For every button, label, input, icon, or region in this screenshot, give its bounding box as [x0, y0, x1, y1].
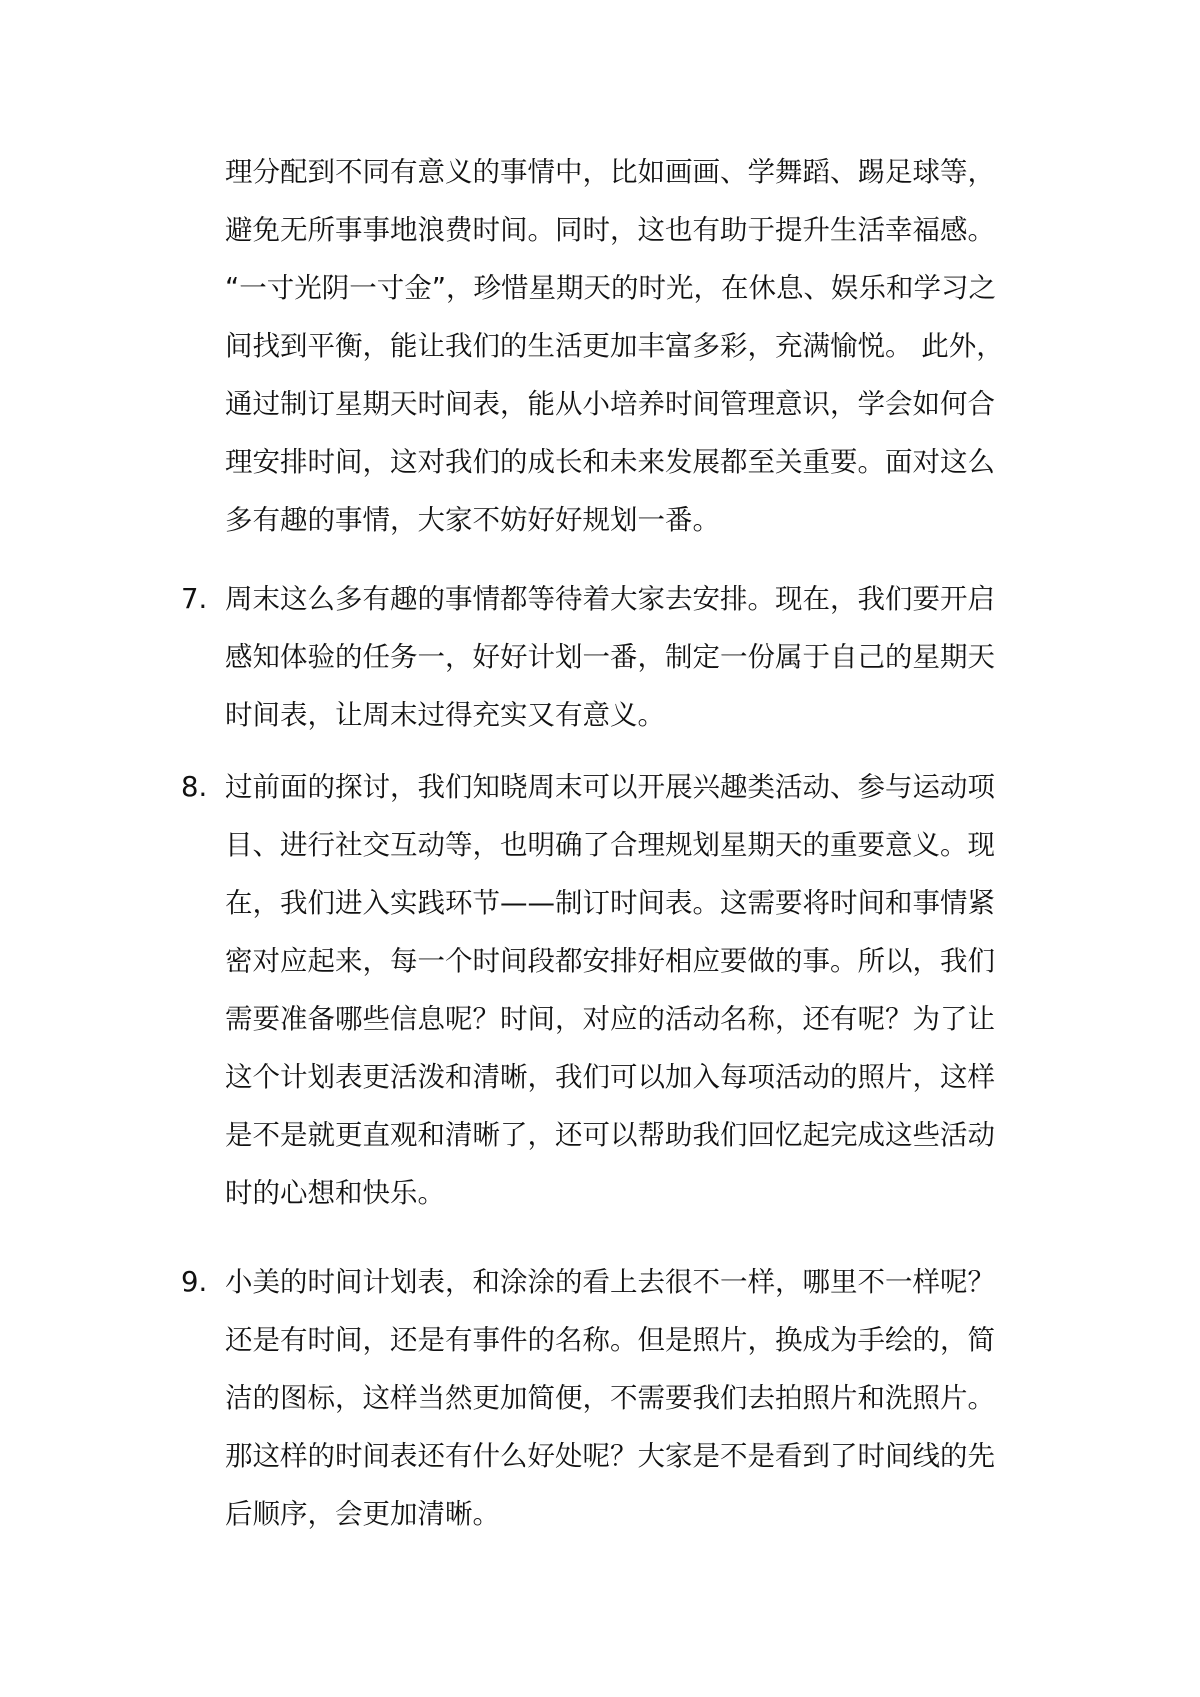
paragraph-continued [225, 143, 1025, 549]
paragraph-line: 洁的图标，这样当然更加简便，不需要我们去拍照片和洗照片。 [225, 1382, 995, 1414]
list-number: 8. [181, 771, 208, 803]
paragraph-line: 避免无所事事地浪费时间。同时，这也有助于提升生活幸福感。 [225, 214, 995, 246]
paragraph-line: 时间表，让周末过得充实又有意义。 [225, 699, 665, 731]
list-number: 7. [181, 583, 208, 615]
paragraph-line: 过前面的探讨，我们知晓周末可以开展兴趣类活动、参与运动项 [225, 771, 995, 803]
paragraph-line: 还是有时间，还是有事件的名称。但是照片，换成为手绘的，简 [225, 1324, 995, 1356]
paragraph-line: 那这样的时间表还有什么好处呢？大家是不是看到了时间线的先 [225, 1440, 995, 1472]
paragraph-line: 这个计划表更活泼和清晰，我们可以加入每项活动的照片，这样 [225, 1061, 995, 1093]
paragraph-line: 理分配到不同有意义的事情中，比如画画、学舞蹈、踢足球等， [225, 156, 995, 188]
paragraph-line: 需要准备哪些信息呢？时间，对应的活动名称，还有呢？为了让 [225, 1003, 995, 1035]
paragraph-item-8 [181, 758, 1025, 1222]
paragraph-line: 时的心想和快乐。 [225, 1177, 445, 1209]
paragraph-line: 理安排时间，这对我们的成长和未来发展都至关重要。面对这么 [225, 446, 995, 478]
paragraph-item-9 [181, 1253, 1025, 1543]
paragraph-line: 多有趣的事情，大家不妨好好规划一番。 [225, 504, 720, 536]
paragraph-item-7 [181, 570, 1025, 744]
paragraph-line: 是不是就更直观和清晰了，还可以帮助我们回忆起完成这些活动 [225, 1119, 995, 1151]
paragraph-line: “一寸光阴一寸金”，珍惜星期天的时光，在休息、娱乐和学习之 [225, 272, 996, 304]
paragraph-line: 小美的时间计划表，和涂涂的看上去很不一样，哪里不一样呢？ [225, 1266, 995, 1298]
paragraph-line: 后顺序，会更加清晰。 [225, 1498, 500, 1530]
paragraph-line: 感知体验的任务一，好好计划一番，制定一份属于自己的星期天 [225, 641, 995, 673]
list-number: 9. [181, 1266, 208, 1298]
paragraph-line: 目、进行社交互动等，也明确了合理规划星期天的重要意义。现 [225, 829, 995, 861]
paragraph-line: 通过制订星期天时间表，能从小培养时间管理意识，学会如何合 [225, 388, 995, 420]
paragraph-line: 密对应起来，每一个时间段都安排好相应要做的事。所以，我们 [225, 945, 995, 977]
paragraph-line: 周末这么多有趣的事情都等待着大家去安排。现在，我们要开启 [225, 583, 995, 615]
paragraph-line: 在，我们进入实践环节——制订时间表。这需要将时间和事情紧 [225, 887, 995, 919]
paragraph-line: 间找到平衡，能让我们的生活更加丰富多彩，充满愉悦。 此外， [225, 330, 1004, 362]
